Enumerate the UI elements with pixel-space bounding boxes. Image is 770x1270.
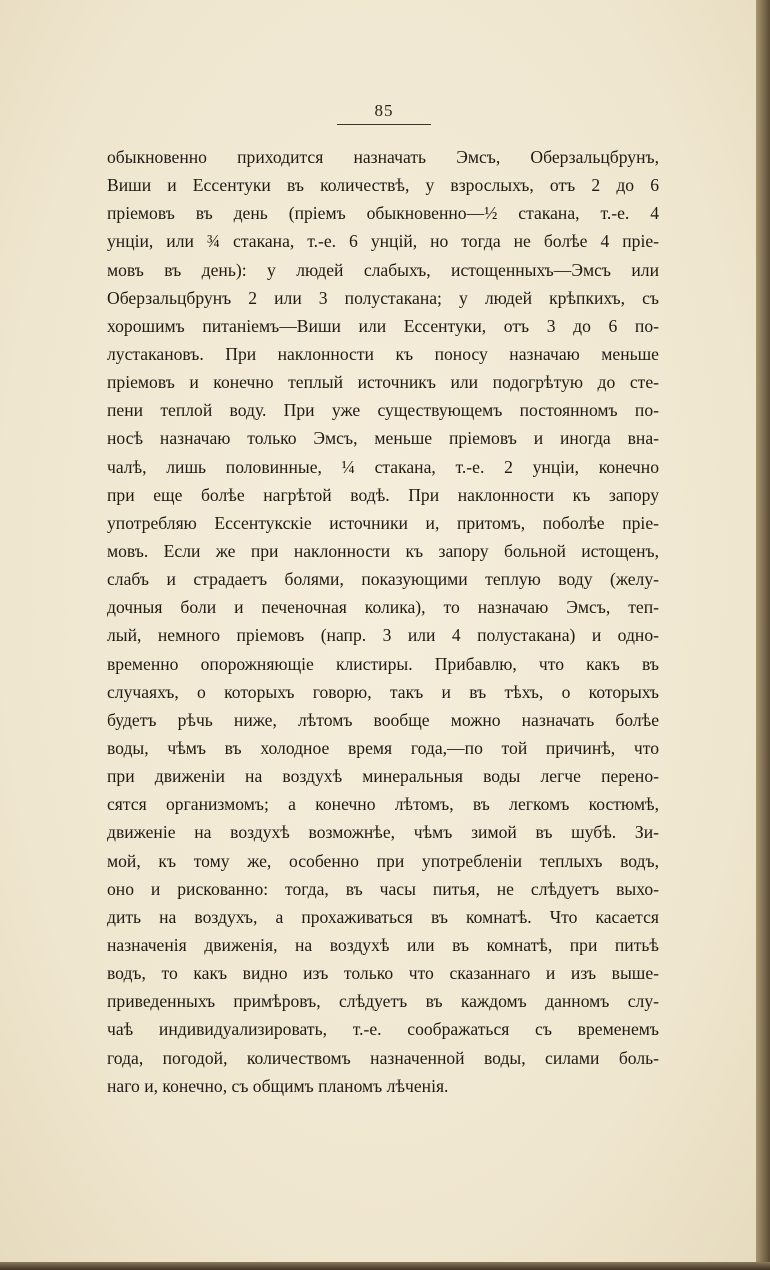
text-line: года, погодой, количествомъ назначенной воды, силами боль- — [107, 1047, 659, 1068]
text-line: Виши и Ессентуки въ количествѣ, у взрослыхъ, отъ 2 до 6 — [107, 175, 659, 196]
body-text — [107, 143, 659, 1100]
text-line: пени теплой воду. При уже существующемъ постоянномъ по- — [107, 400, 659, 421]
text-line: лый, немного пріемовъ (напр. 3 или 4 полустакана) и одно- — [107, 625, 659, 646]
text-line: употребляю Ессентукскіе источники и, притомъ, поболѣе пріе- — [107, 512, 659, 533]
text-line: обыкновенно приходится назначать Эмсъ, Оберзальцбрунъ, — [107, 147, 659, 167]
text-line: дить на воздухъ, а прохаживаться въ комнатѣ. Что касается — [107, 906, 659, 927]
text-line: пріемовъ и конечно теплый источникъ или подогрѣтую до сте- — [107, 372, 659, 393]
text-line: случаяхъ, о которыхъ говорю, такъ и въ тѣхъ, о которыхъ — [107, 681, 659, 702]
text-line: сятся организмомъ; а конечно лѣтомъ, въ легкомъ костюмѣ, — [107, 794, 659, 815]
header-rule — [337, 124, 431, 125]
text-line: хорошимъ питаніемъ—Виши или Ессентуки, отъ 3 до 6 по- — [107, 315, 659, 336]
text-line: Оберзальцбрунъ 2 или 3 полустакана; у людей крѣпкихъ, съ — [107, 287, 659, 308]
page-bottom-edge — [0, 1262, 770, 1270]
text-line: при движеніи на воздухѣ минеральныя воды легче перено- — [107, 766, 659, 787]
text-line: временно опорожняющіе клистиры. Прибавлю, что какъ въ — [107, 653, 659, 674]
text-line: приведенныхъ примѣровъ, слѣдуетъ въ каждомъ данномъ слу- — [107, 991, 659, 1012]
text-line: унціи, или ¾ стакана, т.-е. 6 унцій, но тогда не болѣе 4 прie- — [107, 231, 659, 252]
text-line: движеніе на воздухѣ возможнѣе, чѣмъ зимой въ шубѣ. Зи- — [107, 822, 659, 843]
book-spine-edge — [756, 0, 770, 1270]
text-line: чалѣ, лишь половинные, ¼ стакана, т.-е. 2 унціи, конечно — [107, 456, 659, 477]
text-line: водъ, то какъ видно изъ только что сказаннаго и изъ выше- — [107, 963, 659, 984]
text-line: назначенія движенія, на воздухѣ или въ комнатѣ, при питьѣ — [107, 934, 659, 955]
text-line: мовъ. Если же при наклонности къ запору больной истощенъ, — [107, 540, 659, 561]
text-line: слабъ и страдаетъ болями, показующими теплую воду (желу- — [107, 569, 659, 590]
text-line: дочныя боли и печеночная колика), то назначаю Эмсъ, теп- — [107, 597, 659, 618]
text-line: лустакановъ. При наклонности къ поносу назначаю меньше — [107, 343, 659, 364]
text-line: оно и рискованно: тогда, въ часы питья, не слѣдуетъ выхо- — [107, 878, 659, 899]
text-line: мой, къ тому же, особенно при употребленіи теплыхъ водъ, — [107, 850, 659, 871]
text-line: будетъ рѣчь ниже, лѣтомъ вообще можно назначать болѣе — [107, 709, 659, 730]
text-line: пріемовъ въ день (пріемъ обыкновенно—½ стакана, т.-е. 4 — [107, 203, 659, 224]
text-line: при еще болѣе нагрѣтой водѣ. При наклонности къ запору — [107, 484, 659, 505]
page-number: 85 — [374, 101, 394, 120]
text-line: воды, чѣмъ въ холодное время года,—по той причинѣ, что — [107, 737, 659, 758]
text-line: носѣ назначаю только Эмсъ, меньше пріемовъ и иногда вна- — [107, 428, 659, 449]
text-line: чаѣ индивидуализировать, т.-е. соображаться съ временемъ — [107, 1019, 659, 1040]
text-line: мовъ въ день): у людей слабыхъ, истощенныхъ—Эмсъ или — [107, 259, 659, 280]
text-line: наго и, конечно, съ общимъ планомъ лѣченія. — [107, 1075, 449, 1096]
